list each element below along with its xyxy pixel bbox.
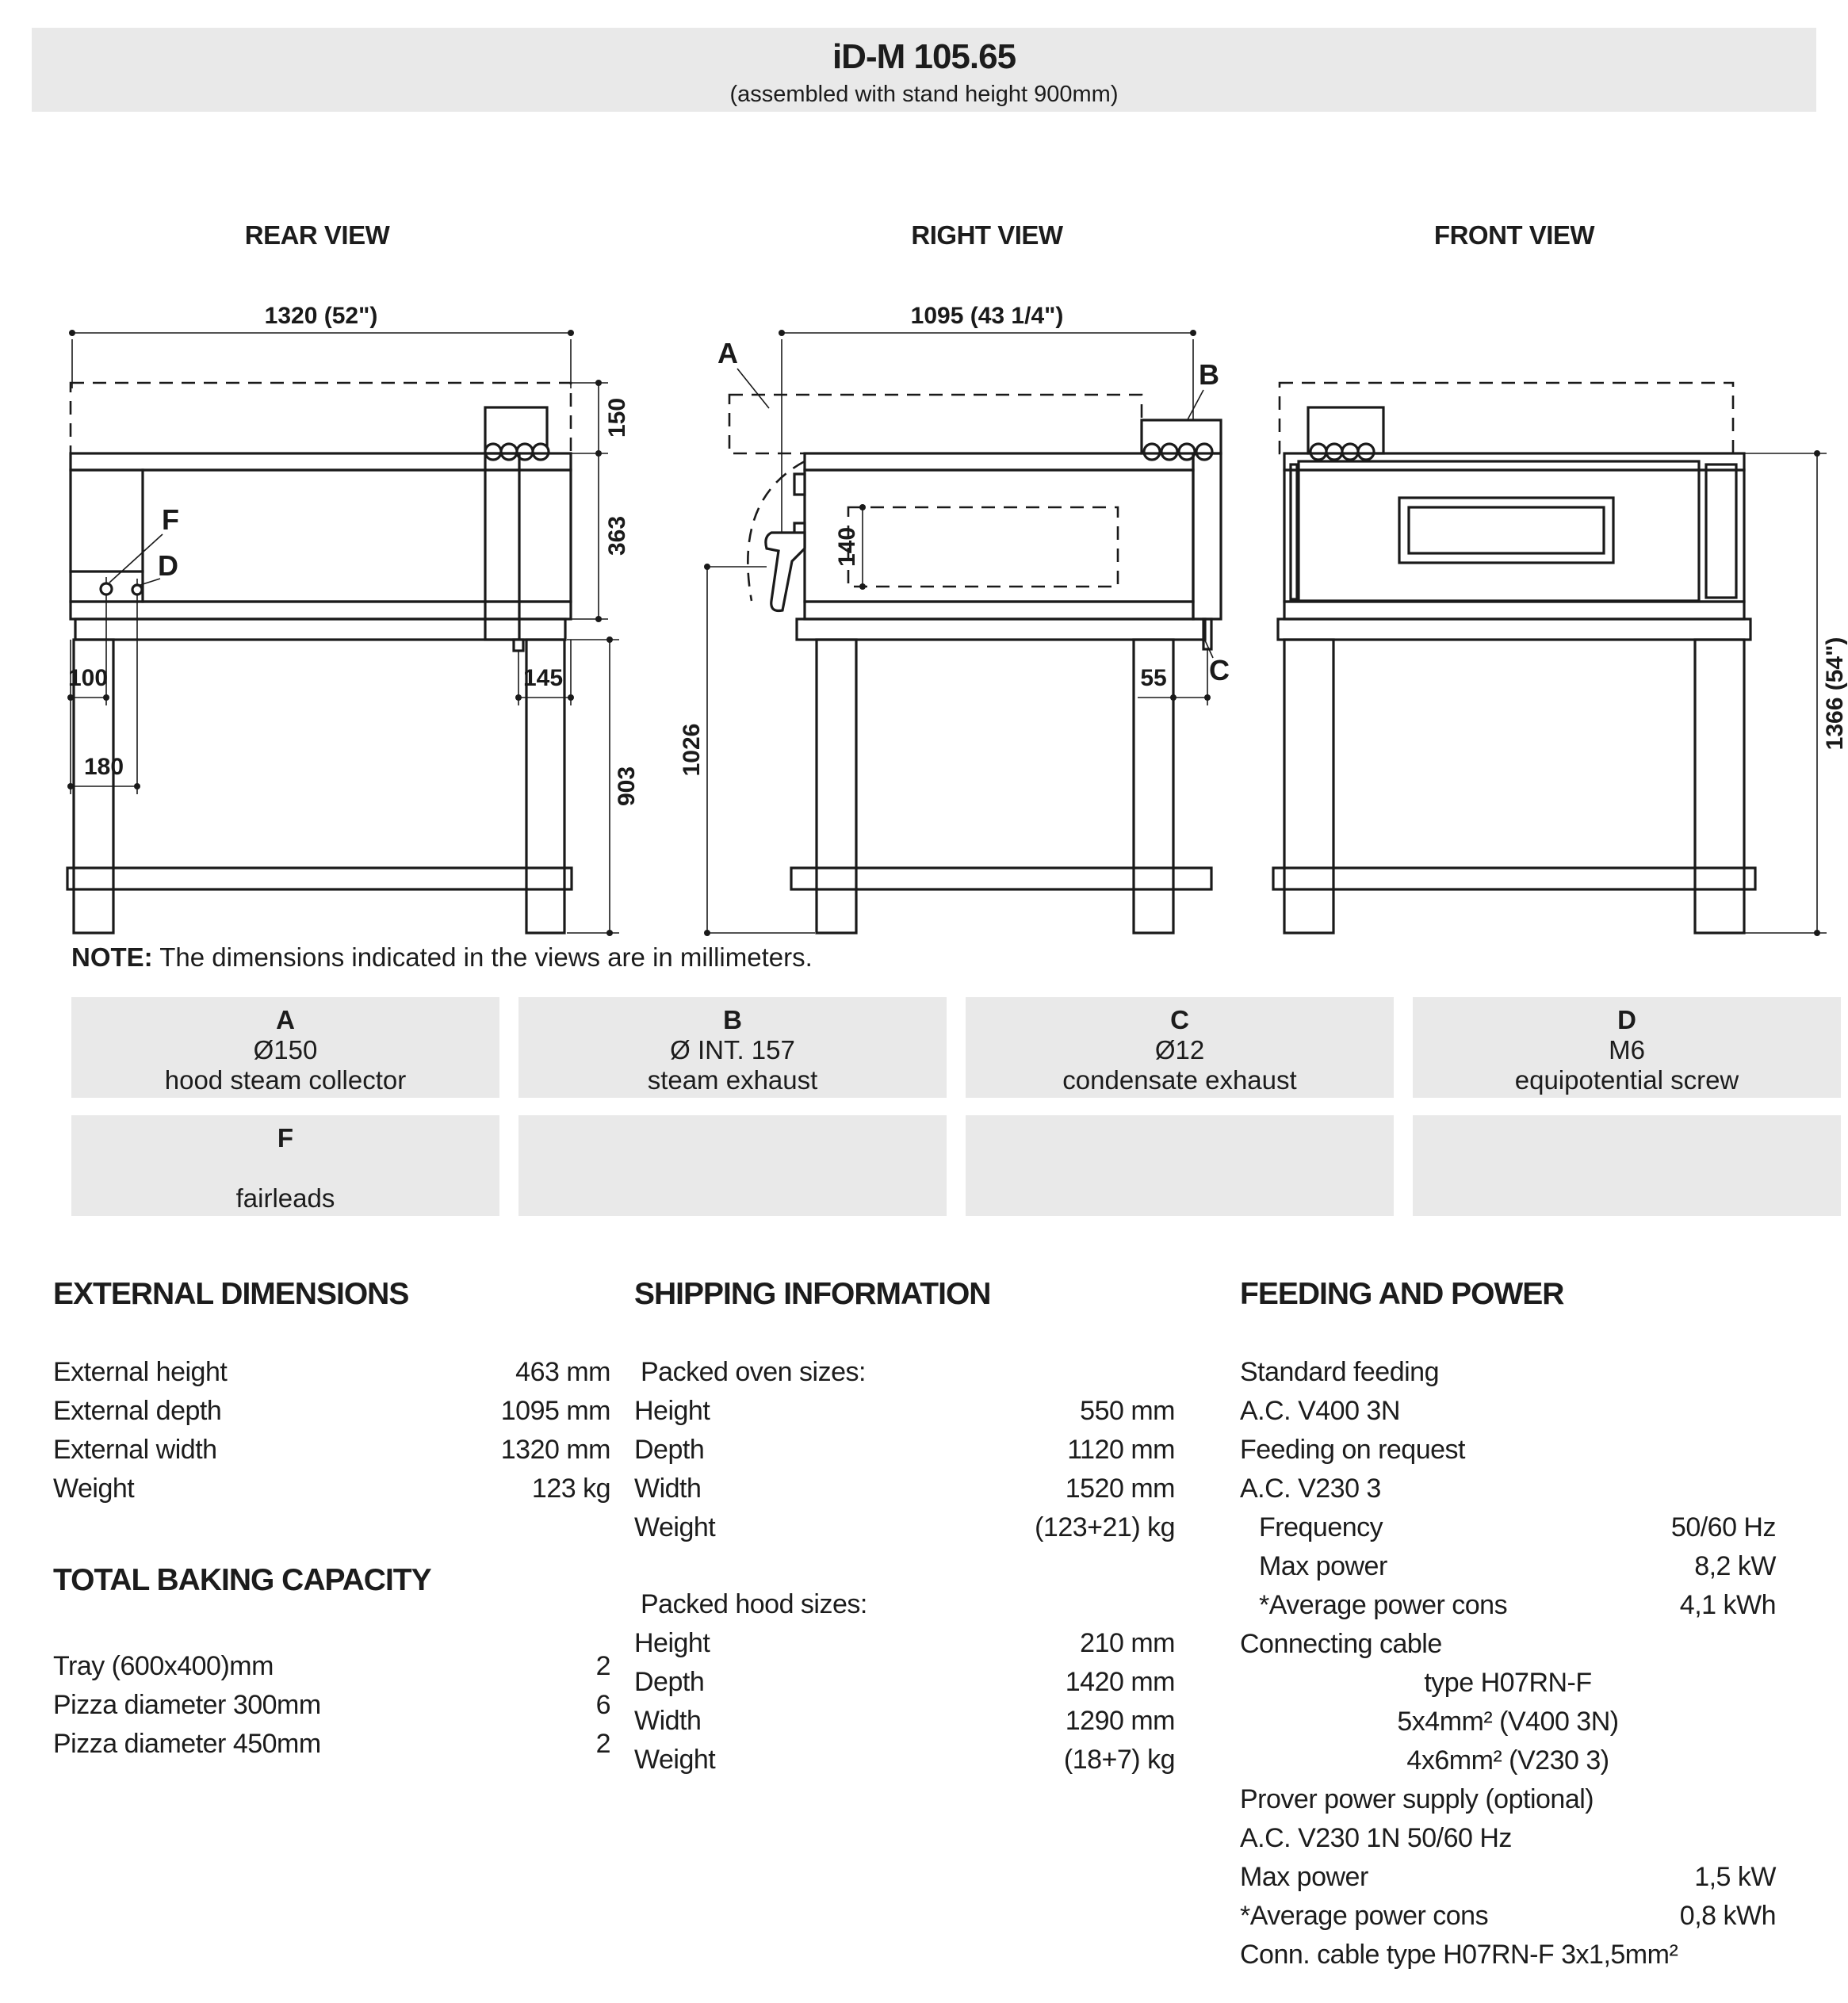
- header-band: [32, 28, 1816, 112]
- spec-value: 1,5 kW: [1694, 1862, 1776, 1892]
- spec-value: 210 mm: [1080, 1628, 1175, 1658]
- section-title: SHIPPING INFORMATION: [634, 1277, 991, 1311]
- external-dimensions-section: [53, 1275, 610, 1764]
- section-title: FEEDING AND POWER: [1240, 1277, 1564, 1311]
- front-stand: [1273, 619, 1755, 933]
- spec-label: Tray (600x400)mm: [53, 1651, 274, 1681]
- right-depth-dimension: [779, 303, 1196, 547]
- right-view-drawing: [679, 262, 1261, 951]
- spec-row: [53, 1647, 610, 1686]
- spec-row: [634, 1470, 1175, 1508]
- spec-label: Max power: [1259, 1551, 1387, 1581]
- spec-label: *Average power cons: [1240, 1901, 1489, 1931]
- legend-cell-c: [966, 997, 1394, 1098]
- spec-value: 0,8 kWh: [1679, 1901, 1776, 1931]
- spec-row: [634, 1741, 1175, 1779]
- spec-value: 1120 mm: [1067, 1435, 1175, 1465]
- packed-hood-header: Packed hood sizes:: [641, 1589, 867, 1619]
- right-chamber-outline: [834, 504, 1118, 590]
- spec-value: 6: [595, 1690, 610, 1720]
- legend-cell-f: [71, 1115, 499, 1216]
- legend-cell-empty: [966, 1115, 1394, 1216]
- rear-stand-height-dimension: [567, 636, 640, 936]
- spec-row: [634, 1702, 1175, 1741]
- spec-label: Weight: [634, 1512, 716, 1542]
- legend-letter: B: [723, 1005, 742, 1034]
- label-b: B: [1199, 358, 1219, 391]
- power-line: Standard feeding: [1240, 1357, 1439, 1387]
- spec-value: (18+7) kg: [1063, 1745, 1175, 1775]
- spec-label: External width: [53, 1435, 217, 1465]
- dim-text: 1320 (52"): [264, 303, 378, 329]
- spec-row: [53, 1470, 610, 1508]
- legend-cell-a: [71, 997, 499, 1098]
- spec-label: Weight: [53, 1474, 135, 1504]
- legend-cell-b: [518, 997, 947, 1098]
- legend-cell-empty: [1413, 1115, 1841, 1216]
- spec-label: Frequency: [1259, 1512, 1383, 1542]
- spec-row: [634, 1624, 1175, 1663]
- spec-label: External depth: [53, 1396, 222, 1426]
- legend-desc: hood steam collector: [164, 1065, 407, 1095]
- power-line: A.C. V230 3: [1240, 1474, 1381, 1504]
- rear-180-dimension: [67, 595, 140, 794]
- spec-label: Depth: [634, 1667, 705, 1697]
- right-hood-outline: [729, 395, 1142, 453]
- spec-row: [53, 1431, 610, 1470]
- spec-value: 8,2 kW: [1694, 1551, 1776, 1581]
- shipping-information-section: [634, 1275, 1175, 1779]
- legend-value: M6: [1609, 1035, 1645, 1065]
- baking-capacity-section: [53, 1561, 610, 1764]
- spec-label: Pizza diameter 450mm: [53, 1729, 321, 1759]
- right-hood-collector-label: [717, 337, 769, 408]
- legend-letter: D: [1617, 1005, 1636, 1034]
- power-line: Prover power supply (optional): [1240, 1784, 1594, 1814]
- legend-desc: equipotential screw: [1514, 1065, 1739, 1095]
- legend-letter: F: [277, 1123, 294, 1152]
- spec-row: [53, 1686, 610, 1725]
- spec-value: 463 mm: [515, 1357, 610, 1387]
- packed-hood-block: [634, 1585, 1175, 1779]
- right-condensate-label: [1205, 640, 1230, 686]
- page-subtitle: (assembled with stand height 900mm): [729, 82, 1119, 107]
- right-1026-dimension: [679, 564, 815, 936]
- spec-row: [53, 1392, 610, 1431]
- page-title: iD-M 105.65: [832, 37, 1016, 76]
- spec-value: (123+21) kg: [1035, 1512, 1175, 1542]
- dim-text: 55: [1140, 665, 1167, 691]
- legend-letter: C: [1170, 1005, 1189, 1034]
- spec-label: External height: [53, 1357, 228, 1387]
- spec-value: 123 kg: [531, 1474, 610, 1504]
- spec-label: Height: [634, 1628, 710, 1658]
- spec-value: 2: [595, 1729, 610, 1759]
- dim-text: 1366 (54"): [1822, 636, 1848, 751]
- rear-oven-body: [71, 453, 571, 640]
- spec-value: 1320 mm: [500, 1435, 610, 1465]
- label-d: D: [158, 549, 178, 582]
- front-steam-collector: [1308, 407, 1383, 460]
- section-title: EXTERNAL DIMENSIONS: [53, 1277, 409, 1311]
- power-line: Connecting cable: [1240, 1629, 1442, 1659]
- note: [71, 942, 813, 973]
- legend-desc: fairleads: [235, 1183, 335, 1213]
- front-total-height-dimension: [1744, 450, 1848, 936]
- dim-text: 1026: [679, 723, 705, 777]
- front-view-title: FRONT VIEW: [1433, 220, 1595, 250]
- label-a: A: [717, 337, 738, 369]
- rear-oven-height-dimension: [571, 453, 630, 622]
- power-line: A.C. V400 3N: [1240, 1396, 1400, 1426]
- power-row: [1240, 1508, 1776, 1547]
- legend-desc: steam exhaust: [647, 1065, 818, 1095]
- feeding-power-section: [1240, 1275, 1776, 1974]
- legend-row: [71, 997, 1841, 1098]
- label-c: C: [1209, 654, 1230, 686]
- spec-value: 2: [595, 1651, 610, 1681]
- right-steam-exhaust-label: [1185, 358, 1219, 424]
- legend-value: Ø150: [253, 1035, 318, 1065]
- dim-text: 140: [834, 526, 860, 568]
- packed-oven-header: Packed oven sizes:: [641, 1357, 866, 1387]
- rear-view-title: REAR VIEW: [244, 220, 390, 250]
- power-row: [1240, 1897, 1776, 1936]
- spec-row: [53, 1725, 610, 1764]
- dim-text: 903: [614, 766, 640, 807]
- spec-value: 550 mm: [1080, 1396, 1175, 1426]
- rear-width-dimension: [69, 303, 574, 388]
- power-row: [1240, 1858, 1776, 1897]
- dim-text: 150: [604, 397, 630, 438]
- rear-equipotential-label: [140, 549, 178, 585]
- spec-value: 50/60 Hz: [1670, 1512, 1776, 1542]
- dim-text: 100: [67, 665, 109, 691]
- note-label: NOTE:: [71, 942, 153, 972]
- legend-desc: condensate exhaust: [1062, 1065, 1297, 1095]
- legend-value: Ø INT. 157: [670, 1035, 795, 1065]
- spec-label: Width: [634, 1706, 702, 1736]
- legend-cell-empty: [518, 1115, 947, 1216]
- legend-row: [71, 1115, 1841, 1216]
- legend-table: [71, 997, 1841, 1233]
- spec-label: Depth: [634, 1435, 705, 1465]
- spec-label: Height: [634, 1396, 710, 1426]
- spec-label: Weight: [634, 1745, 716, 1775]
- spec-row: [634, 1392, 1175, 1431]
- rear-stand: [67, 619, 572, 933]
- spec-value: 1420 mm: [1065, 1667, 1175, 1697]
- label-f: F: [162, 503, 179, 536]
- dim-text: 363: [604, 515, 630, 556]
- spec-label: Pizza diameter 300mm: [53, 1690, 321, 1720]
- rear-steam-collector: [485, 407, 549, 460]
- front-oven-body: [1284, 453, 1744, 619]
- rear-view-drawing: [44, 262, 638, 951]
- spec-label: Width: [634, 1474, 702, 1504]
- legend-letter: A: [276, 1005, 295, 1034]
- power-line: Feeding on request: [1240, 1435, 1465, 1465]
- spec-value: 1290 mm: [1065, 1706, 1175, 1736]
- legend-value: Ø12: [1154, 1035, 1205, 1065]
- spec-row: [634, 1663, 1175, 1702]
- spec-label: *Average power cons: [1259, 1590, 1508, 1620]
- note-text: The dimensions indicated in the views are in millimeters.: [152, 942, 813, 972]
- section-title: TOTAL BAKING CAPACITY: [53, 1563, 431, 1597]
- spec-row: [634, 1431, 1175, 1470]
- power-line: A.C. V230 1N 50/60 Hz: [1240, 1823, 1512, 1853]
- legend-cell-d: [1413, 997, 1841, 1098]
- spec-label: Max power: [1240, 1862, 1368, 1892]
- spec-value: 1520 mm: [1065, 1474, 1175, 1504]
- front-view-drawing: [1261, 262, 1848, 951]
- rear-hood-height-dimension: [571, 380, 630, 457]
- spec-value: 4,1 kWh: [1679, 1590, 1776, 1620]
- dim-text: 1095 (43 1/4"): [910, 303, 1064, 329]
- spec-row: [53, 1353, 610, 1392]
- power-line: 4x6mm² (V230 3): [1406, 1745, 1609, 1776]
- power-row: [1240, 1586, 1776, 1625]
- power-line: 5x4mm² (V400 3N): [1397, 1707, 1619, 1737]
- power-line: type H07RN-F: [1424, 1668, 1592, 1698]
- power-line: Conn. cable type H07RN-F 3x1,5mm²: [1240, 1940, 1678, 1970]
- spec-value: 1095 mm: [500, 1396, 610, 1426]
- right-view-title: RIGHT VIEW: [911, 220, 1063, 250]
- power-row: [1240, 1547, 1776, 1586]
- spec-row: [634, 1508, 1175, 1547]
- dim-text: 180: [83, 754, 124, 780]
- dim-text: 145: [522, 665, 564, 691]
